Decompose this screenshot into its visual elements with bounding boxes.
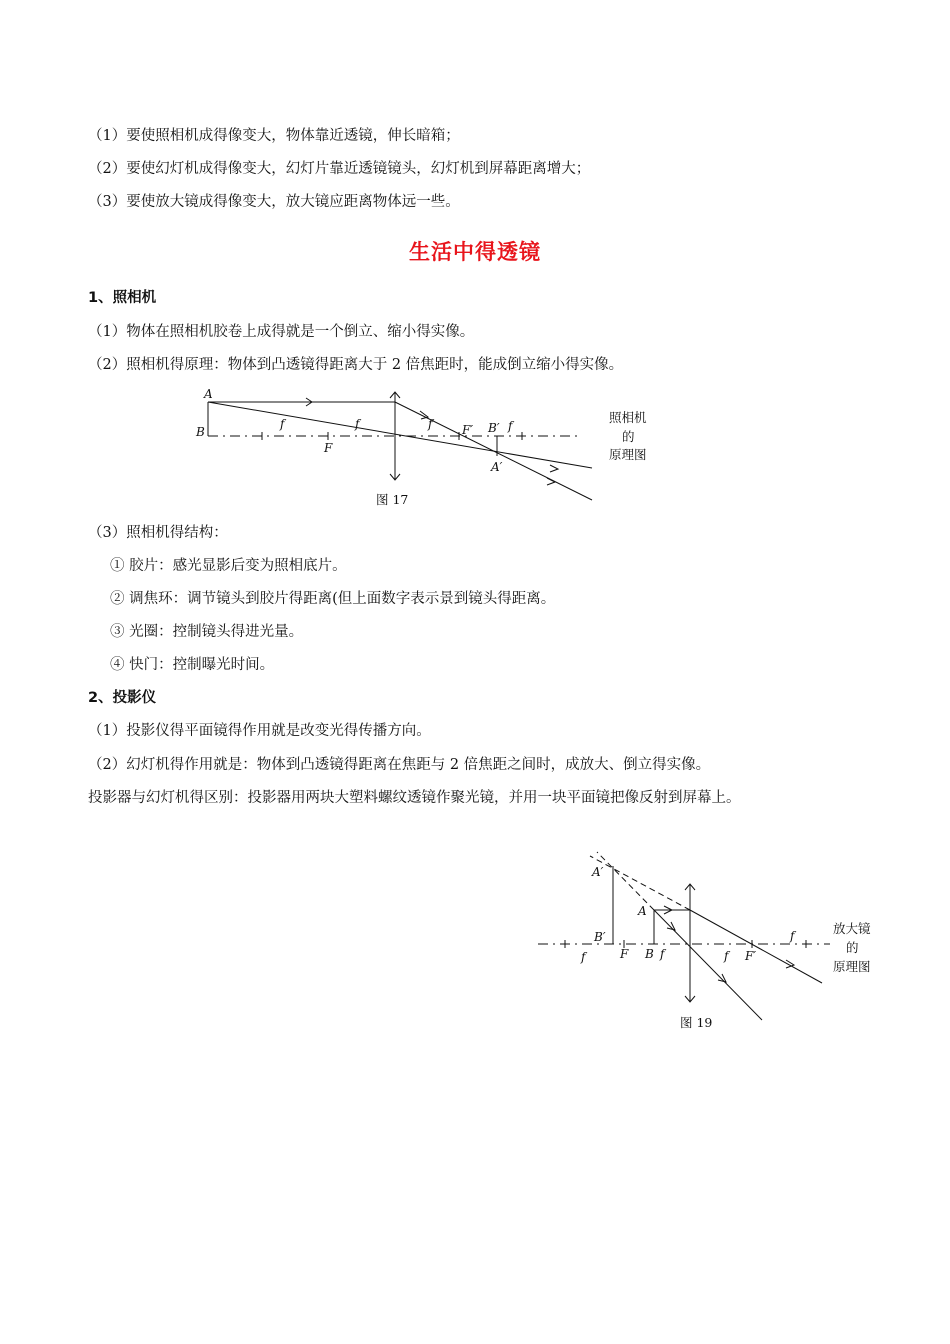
magnifier-label-Fp: F′: [745, 949, 757, 963]
camera-structure-1: ① 胶片：感光显影后变为照相底片。: [110, 558, 347, 574]
camera-label-F: F: [324, 441, 333, 455]
intro-line-3: （3）要使放大镜成得像变大，放大镜应距离物体远一些。: [88, 194, 460, 210]
magnifier-label-f1: f: [581, 950, 586, 964]
magnifier-label-B: B: [645, 947, 654, 961]
magnifier-side-label-1: 放大镜: [833, 921, 871, 936]
camera-label-f4: f: [508, 419, 513, 433]
magnifier-label-Ap: A′: [592, 865, 604, 879]
camera-diagram: [190, 385, 670, 515]
camera-item-1: （1）物体在照相机胶卷上成得就是一个倒立、缩小得实像。: [88, 324, 475, 340]
camera-side-label-3: 原理图: [609, 447, 647, 462]
camera-item-2: （2）照相机得原理：物体到凸透镜得距离大于 2 倍焦距时，能成倒立缩小得实像。: [88, 357, 624, 373]
camera-structure-2: ② 调焦环：调节镜头到胶片得距离(但上面数字表示景到镜头得距离。: [110, 591, 556, 607]
projector-item-2: （2）幻灯机得作用就是：物体到凸透镜得距离在焦距与 2 倍焦距之间时，成放大、倒立得实像。: [88, 757, 711, 773]
camera-label-Bp: B′: [488, 421, 500, 435]
magnifier-label-Bp: B′: [594, 930, 606, 944]
magnifier-figure-caption: 图 19: [680, 1015, 713, 1030]
projector-item-1: （1）投影仪得平面镜得作用就是改变光得传播方向。: [88, 723, 431, 739]
intro-line-1: （1）要使照相机成得像变大，物体靠近透镜，伸长暗箱；: [88, 128, 460, 144]
projector-heading: 2、投影仪: [88, 690, 157, 706]
camera-figure-caption: 图 17: [376, 492, 409, 507]
camera-structure-4: ④ 快门：控制曝光时间。: [110, 657, 275, 673]
camera-side-label-1: 照相机: [609, 410, 647, 425]
magnifier-label-F: F: [620, 947, 629, 961]
camera-structure-title: （3）照相机得结构：: [88, 525, 228, 541]
camera-label-Fp: F′: [462, 423, 474, 437]
magnifier-side-label-2: 的: [846, 940, 859, 955]
camera-label-f3: f: [428, 417, 433, 431]
magnifier-label-f2: f: [660, 947, 665, 961]
camera-heading: 1、照相机: [88, 290, 157, 306]
camera-label-f1: f: [280, 417, 285, 431]
camera-side-label-2: 的: [622, 429, 635, 444]
magnifier-label-f3: f: [724, 949, 729, 963]
projector-note: 投影器与幻灯机得区别：投影器用两块大塑料螺纹透镜作聚光镜，并用一块平面镜把像反射到屏幕上。: [88, 790, 741, 806]
magnifier-label-A: A: [638, 904, 647, 918]
camera-label-B: B: [196, 425, 205, 439]
magnifier-label-f4: f: [790, 929, 795, 943]
camera-structure-3: ③ 光圈：控制镜头得进光量。: [110, 624, 304, 640]
camera-label-f2: f: [355, 417, 360, 431]
page-title: 生活中得透镜: [409, 240, 541, 264]
camera-label-A: A: [204, 387, 213, 401]
magnifier-diagram: [530, 840, 890, 1040]
magnifier-side-label-3: 原理图: [833, 959, 871, 974]
intro-line-2: （2）要使幻灯机成得像变大，幻灯片靠近透镜镜头，幻灯机到屏幕距离增大；: [88, 161, 591, 177]
camera-label-Ap: A′: [491, 460, 503, 474]
